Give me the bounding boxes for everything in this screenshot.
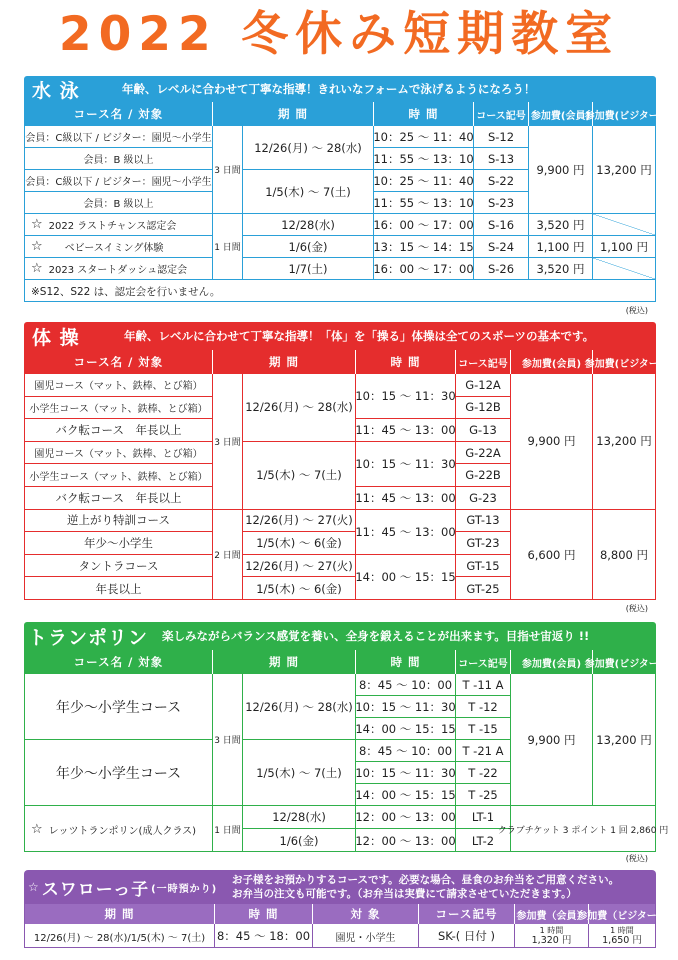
code-cell: GT-13 bbox=[456, 510, 511, 533]
fee-visitor-cell bbox=[589, 924, 655, 948]
course-cell: バク転コース 年長以上 bbox=[25, 487, 213, 510]
time-cell: 12：00 〜 13：00 bbox=[356, 806, 456, 829]
time-cell: 11：45 〜 13：00 bbox=[356, 510, 456, 555]
fee-member-cell: 1,100 円 bbox=[529, 236, 593, 258]
course-label: ベビースイミング体験 bbox=[64, 243, 164, 254]
gymnastics-table bbox=[24, 350, 664, 600]
period-cell: 12/28(水) bbox=[243, 806, 356, 829]
swimming-note: ※S12、S22 は、認定会を行いません。 bbox=[31, 286, 221, 298]
period-cell: 12/26(月) 〜 27(火) bbox=[243, 510, 356, 533]
swimming-table bbox=[24, 102, 664, 302]
time-cell: 11：45 〜 13：00 bbox=[356, 487, 456, 510]
col-fee-member: 参加費(会員) bbox=[529, 102, 593, 126]
col-course: コース名 / 対象 bbox=[25, 650, 213, 674]
time-cell: 10：15 〜 11：30 bbox=[356, 442, 456, 487]
star-icon: ☆ bbox=[28, 880, 40, 894]
swimming-title: 水 泳 bbox=[32, 79, 80, 102]
swallow-section bbox=[24, 870, 667, 948]
swallow-table-header bbox=[25, 904, 667, 924]
time-cell: 8：45 〜 18：00 bbox=[215, 924, 313, 948]
trampoline-description: 楽しみながらバランス感覚を養い、全身を鍛えることが出来ます。目指せ宙返り !! bbox=[162, 629, 590, 643]
code-cell: S-24 bbox=[474, 236, 529, 258]
gymnastics-description: 年齢、レベルに合わせて丁寧な指導！「体」を「操る」体操は全てのスポーツの基本です。 bbox=[124, 329, 595, 343]
col-code: コース記号 bbox=[456, 350, 511, 374]
time-cell: 11：45 〜 13：00 bbox=[356, 419, 456, 442]
period-cell: 12/26(月) 〜 27(火) bbox=[243, 555, 356, 578]
tax-note: (税込) bbox=[625, 604, 648, 613]
period-cell: 1/5(木) 〜 7(土) bbox=[243, 170, 374, 214]
period-cell: 1/5(木) 〜 6(金) bbox=[243, 577, 356, 600]
page-title: 2022 冬休み短期教室 bbox=[58, 7, 620, 62]
course-cell: タントラコース bbox=[25, 555, 213, 578]
period-cell: 1/5(木) 〜 6(金) bbox=[243, 532, 356, 555]
star-icon: ☆ bbox=[31, 821, 43, 837]
target-cell: 園児・小学生 bbox=[313, 924, 419, 948]
swimming-section bbox=[24, 76, 664, 302]
course-cell: 園児コース（マット、鉄棒、とび箱） bbox=[25, 442, 213, 465]
gymnastics-section bbox=[24, 322, 664, 600]
course-cell: 年長以上 bbox=[25, 577, 213, 600]
fee-member-cell: 9,900 円 bbox=[511, 674, 593, 806]
fee-member-cell: 9,900 円 bbox=[511, 374, 593, 510]
code-cell: S-23 bbox=[474, 192, 529, 214]
col-course: コース名 / 対象 bbox=[25, 350, 213, 374]
gymnastics-header-bar bbox=[24, 322, 656, 350]
time-cell: 14：00 〜 15：15 bbox=[356, 718, 456, 740]
col-target: 対 象 bbox=[313, 904, 419, 924]
code-cell: S-12 bbox=[474, 126, 529, 148]
fee-member-cell: 9,900 円 bbox=[529, 126, 593, 214]
col-code: コース記号 bbox=[419, 904, 515, 924]
period-cell: 12/26(月) 〜 28(水)/1/5(木) 〜 7(土) bbox=[25, 924, 215, 948]
code-cell: T -21 A bbox=[456, 740, 511, 762]
star-icon: ☆ bbox=[31, 239, 43, 254]
code-cell: T -12 bbox=[456, 696, 511, 718]
code-cell: GT-15 bbox=[456, 555, 511, 578]
code-cell: T -25 bbox=[456, 784, 511, 806]
fee-adult-cell: クラブチケット 3 ポイント 1 回 2,860 円 bbox=[497, 825, 669, 836]
time-cell: 10：15 〜 11：30 bbox=[356, 374, 456, 419]
tax-note: (税込) bbox=[625, 854, 648, 863]
fee-visitor-empty bbox=[593, 214, 655, 236]
period-cell: 1/5(木) 〜 7(土) bbox=[243, 442, 356, 510]
col-fee-visitor: 参加費（ビジター） bbox=[577, 910, 667, 922]
period-cell: 12/26(月) 〜 28(水) bbox=[243, 674, 356, 740]
fee-member-cell bbox=[515, 924, 589, 948]
trampoline-title: トランポリン bbox=[28, 626, 149, 649]
code-cell: LT-1 bbox=[456, 806, 511, 829]
time-cell: 10：15 〜 11：30 bbox=[356, 696, 456, 718]
course-cell: 年少〜小学生コース bbox=[25, 674, 213, 740]
code-cell: T -15 bbox=[456, 718, 511, 740]
time-cell: 16：00 〜 17：00 bbox=[374, 214, 474, 236]
days-cell: 1 日間 bbox=[213, 214, 243, 280]
swallow-title bbox=[24, 875, 232, 900]
swimming-header-bar bbox=[24, 76, 656, 102]
code-cell: S-16 bbox=[474, 214, 529, 236]
course-cell bbox=[25, 236, 213, 258]
fee-visitor-cell: 13,200 円 bbox=[593, 674, 655, 806]
days-cell: 3 日間 bbox=[213, 374, 243, 510]
code-cell: LT-2 bbox=[456, 829, 511, 852]
code-cell: S-22 bbox=[474, 170, 529, 192]
course-cell: バク転コース 年長以上 bbox=[25, 419, 213, 442]
time-cell: 11：55 〜 13：10 bbox=[374, 148, 474, 170]
swallow-header-bar bbox=[24, 870, 656, 904]
col-fee-visitor: 参加費(ビジター) bbox=[584, 110, 664, 122]
fee-visitor-cell: 8,800 円 bbox=[599, 547, 649, 562]
trampoline-table-header bbox=[25, 650, 664, 674]
time-cell: 14：00 〜 15：15 bbox=[356, 555, 456, 600]
col-period: 期 間 bbox=[213, 350, 356, 374]
col-fee-member: 参加費(会員) bbox=[511, 350, 593, 374]
time-cell: 10：15 〜 11：30 bbox=[356, 762, 456, 784]
code-cell: S-13 bbox=[474, 148, 529, 170]
course-cell: 会員：C級以下 / ビジター：園児〜小学生 bbox=[25, 126, 213, 148]
col-time: 時 間 bbox=[215, 904, 313, 924]
fee-value: 1,320 円 bbox=[531, 935, 572, 946]
swallow-sub: (一時預かり) bbox=[151, 883, 218, 895]
col-fee-member: 参加費（会員） bbox=[515, 904, 589, 924]
time-cell: 14：00 〜 15：15 bbox=[356, 784, 456, 806]
days-cell: 2 日間 bbox=[213, 510, 243, 600]
fee-visitor-cell: 13,200 円 bbox=[593, 126, 655, 214]
course-cell: 小学生コース（マット、鉄棒、とび箱） bbox=[25, 464, 213, 487]
col-fee-member: 参加費(会員) bbox=[511, 650, 593, 674]
fee-unit: 1 時間 bbox=[610, 926, 634, 935]
time-cell: 13：15 〜 14：15 bbox=[374, 236, 474, 258]
col-period: 期 間 bbox=[213, 102, 374, 126]
course-cell bbox=[25, 214, 213, 236]
course-cell: 年少〜小学生コース bbox=[25, 740, 213, 806]
swallow-description bbox=[232, 873, 619, 901]
code-cell: T -22 bbox=[456, 762, 511, 784]
fee-member-cell: 6,600 円 bbox=[511, 510, 593, 600]
course-cell: 逆上がり特訓コース bbox=[25, 510, 213, 533]
course-label: レッツトランポリン(成人クラス) bbox=[48, 825, 197, 837]
time-cell: 10：25 〜 11：40 bbox=[374, 170, 474, 192]
tax-note: (税込) bbox=[625, 306, 648, 315]
col-fee-visitor: 参加費(ビジター) bbox=[584, 658, 664, 670]
trampoline-header-bar bbox=[24, 622, 656, 650]
gymnastics-table-header bbox=[25, 350, 664, 374]
gymnastics-title: 体 操 bbox=[32, 326, 80, 349]
star-icon: ☆ bbox=[31, 261, 43, 276]
course-cell: 会員：B 級以上 bbox=[25, 192, 213, 214]
code-cell: T -11 A bbox=[456, 674, 511, 696]
code-cell: G-22A bbox=[456, 442, 511, 465]
swimming-description: 年齢、レベルに合わせて丁寧な指導！きれいなフォームで泳げるようになろう！ bbox=[122, 82, 536, 96]
course-cell: 会員：B 級以上 bbox=[25, 148, 213, 170]
time-cell: 8：45 〜 10：00 bbox=[356, 674, 456, 696]
period-cell: 1/6(金) bbox=[243, 829, 356, 852]
code-cell: SK-( 日付 ) bbox=[419, 924, 515, 948]
fee-visitor-cell: 1,100 円 bbox=[593, 236, 655, 258]
course-cell: 会員：C級以下 / ビジター：園児〜小学生 bbox=[25, 170, 213, 192]
code-cell: G-12B bbox=[456, 397, 511, 420]
course-cell: 年少〜小学生 bbox=[25, 532, 213, 555]
course-cell bbox=[25, 806, 213, 852]
period-cell: 12/28(水) bbox=[243, 214, 374, 236]
fee-member-cell: 3,520 円 bbox=[529, 258, 593, 280]
period-cell: 1/5(木) 〜 7(土) bbox=[243, 740, 356, 806]
period-cell: 12/26(月) 〜 28(水) bbox=[243, 126, 374, 170]
code-cell: G-13 bbox=[456, 419, 511, 442]
swallow-table bbox=[24, 904, 667, 948]
days-cell: 1 日間 bbox=[213, 806, 243, 852]
col-period: 期 間 bbox=[213, 650, 356, 674]
course-cell bbox=[25, 258, 213, 280]
code-cell: G-22B bbox=[456, 464, 511, 487]
course-cell: 小学生コース（マット、鉄棒、とび箱） bbox=[25, 397, 213, 420]
course-label: 2023 スタートダッシュ認定会 bbox=[48, 265, 188, 276]
period-cell: 1/6(金) bbox=[243, 236, 374, 258]
code-cell: G-23 bbox=[456, 487, 511, 510]
course-cell: 園児コース（マット、鉄棒、とび箱） bbox=[25, 374, 213, 397]
time-cell: 11：55 〜 13：10 bbox=[374, 192, 474, 214]
col-code: コース記号 bbox=[456, 650, 511, 674]
time-cell: 12：00 〜 13：00 bbox=[356, 829, 456, 852]
col-course: コース名 / 対象 bbox=[25, 102, 213, 126]
col-time: 時 間 bbox=[374, 102, 474, 126]
col-time: 時 間 bbox=[356, 350, 456, 374]
days-cell: 3 日間 bbox=[213, 674, 243, 806]
trampoline-table bbox=[24, 650, 669, 852]
time-cell: 16：00 〜 17：00 bbox=[374, 258, 474, 280]
swallow-desc-line-2: お弁当の注文も可能です。（お弁当は実費にて請求させていただきます。） bbox=[232, 888, 577, 900]
time-cell: 10：25 〜 11：40 bbox=[374, 126, 474, 148]
col-period: 期 間 bbox=[25, 904, 215, 924]
fee-value: 1,650 円 bbox=[602, 935, 642, 946]
code-cell: GT-23 bbox=[456, 532, 511, 555]
code-cell: G-12A bbox=[456, 374, 511, 397]
swallow-name: スワローっ子 bbox=[41, 879, 150, 900]
period-cell: 12/26(月) 〜 28(水) bbox=[243, 374, 356, 442]
swimming-table-header bbox=[25, 102, 664, 126]
fee-member-cell: 3,520 円 bbox=[529, 214, 593, 236]
fee-visitor-empty bbox=[593, 258, 655, 280]
star-icon: ☆ bbox=[31, 217, 43, 232]
code-cell: S-26 bbox=[474, 258, 529, 280]
col-code: コース記号 bbox=[474, 102, 529, 126]
trampoline-section bbox=[24, 622, 669, 852]
fee-visitor-cell: 13,200 円 bbox=[593, 374, 655, 510]
code-cell: GT-25 bbox=[456, 577, 511, 600]
time-cell: 8：45 〜 10：00 bbox=[356, 740, 456, 762]
course-label: 2022 ラストチャンス認定会 bbox=[48, 221, 177, 232]
period-cell: 1/7(土) bbox=[243, 258, 374, 280]
col-fee-visitor: 参加費(ビジター) bbox=[584, 358, 664, 370]
col-time: 時 間 bbox=[356, 650, 456, 674]
days-cell: 3 日間 bbox=[213, 126, 243, 214]
fee-unit: 1 時間 bbox=[539, 926, 564, 935]
swallow-desc-line-1: お子様をお預かりするコースです。必要な場合、昼食のお弁当をご用意ください。 bbox=[232, 874, 620, 886]
